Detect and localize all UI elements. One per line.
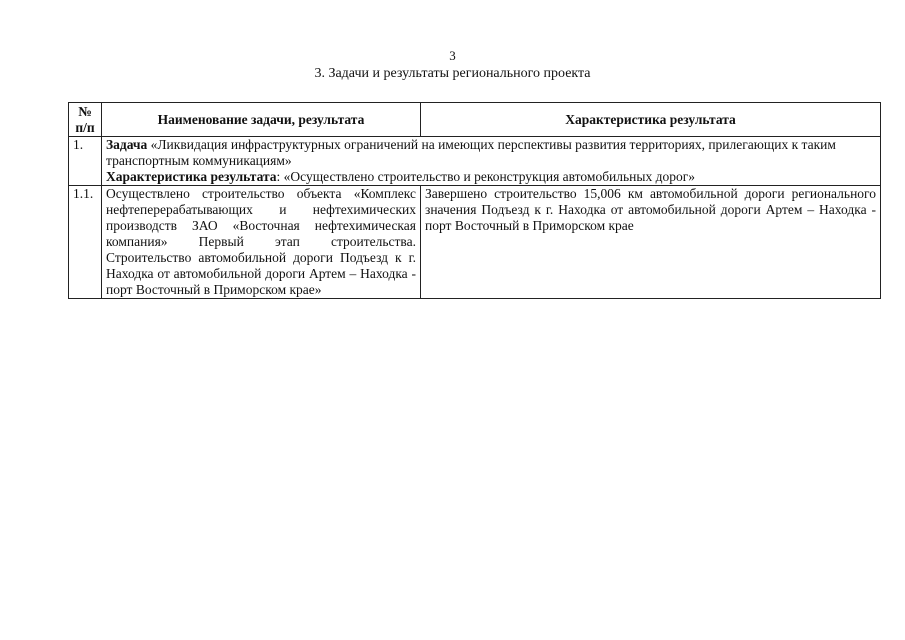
result-characteristic: Завершено строительство 15,006 км автомобильной дороги регионального значения Подъезд к г. Находка от автомобильной дороги Артем – Находка - порт Восточный в Приморском крае [421,186,881,299]
task-description [102,137,881,186]
page-number: 3 [449,48,456,63]
task-characteristic-text: : «Осуществлено строительство и реконструкция автомобильных дорог» [276,169,696,184]
header-characteristic: Характеристика результата [421,103,881,137]
result-name: Осуществлено строительство объекта «Комплекс нефтеперерабатывающих и нефтехимических производств ЗАО «Восточная нефтехимическая компания» Первый этап строительства. Строительство автомобильной дороги Подъезд к г. Находка от автомобильной дороги Артем – Находка - порт Восточный в Приморском крае» [102,186,421,299]
task-label: Задача [106,137,148,152]
task-number: 1. [69,137,102,186]
section-title: 3. Задачи и результаты регионального проекта [314,66,591,81]
table-row [69,186,881,299]
task-row [69,137,881,186]
tasks-results-table [68,102,881,299]
header-name: Наименование задачи, результата [102,103,421,137]
task-text: «Ликвидация инфраструктурных ограничений на имеющих перспективы развития территориях, прилегающих к таким транспортным коммуникациям» [106,137,836,168]
table-header-row [69,103,881,137]
header-num: № п/п [69,103,102,137]
result-number: 1.1. [69,186,102,299]
task-characteristic-label: Характеристика результата [106,169,277,184]
